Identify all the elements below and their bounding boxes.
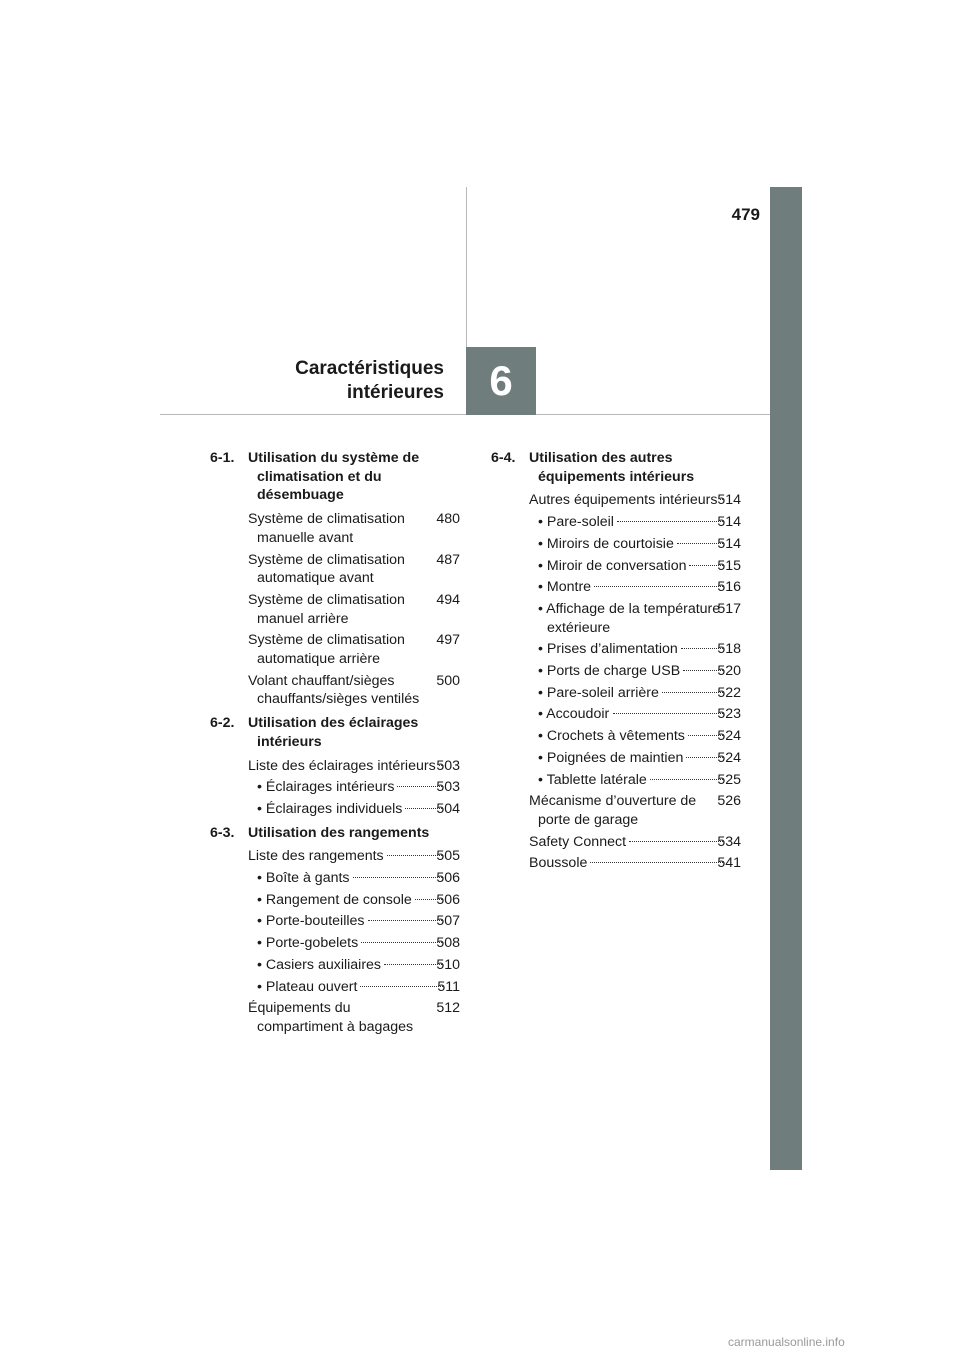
entry-text: • Pare-soleil: [538, 514, 614, 531]
toc-entry[interactable]: [248, 551, 460, 588]
entry-text: Liste des rangements: [248, 848, 384, 865]
chapter-title-line2: intérieures: [346, 382, 444, 403]
section-title: Utilisation du système de climatisation et du désembuage: [248, 450, 420, 504]
section-number: 6-1.: [210, 450, 235, 466]
entry-text: • Porte-gobelets: [257, 935, 359, 952]
dot-leader: [360, 986, 443, 987]
page-number: 479: [731, 205, 760, 224]
dot-leader: [617, 521, 723, 522]
toc-entry[interactable]: [529, 792, 741, 829]
toc-entry[interactable]: [248, 847, 460, 866]
toc-sub-entry[interactable]: [529, 600, 741, 637]
entry-page-number: 514: [717, 535, 741, 552]
entry-text: • Affichage de la température extérieure: [538, 600, 721, 636]
toc-section: [210, 449, 460, 709]
dot-leader: [689, 565, 723, 566]
dot-leader: [688, 735, 723, 736]
toc-sub-entry[interactable]: [529, 771, 741, 790]
entry-page-number: 515: [717, 557, 741, 574]
entry-text: • Rangement de console: [257, 891, 412, 908]
chapter-title-line1: Caractéristiques: [295, 358, 444, 379]
chapter-side-tab: [770, 187, 802, 1170]
toc-entry[interactable]: [529, 491, 741, 510]
toc-sub-entry[interactable]: [529, 727, 741, 746]
dot-leader: [387, 855, 443, 856]
toc-entry[interactable]: [248, 672, 460, 709]
entry-text: Système de climatisation manuel arrière: [248, 591, 405, 627]
dot-leader: [629, 841, 723, 842]
entry-text: • Éclairages intérieurs: [257, 779, 395, 796]
entry-page-number: 494: [436, 591, 460, 608]
section-number: 6-4.: [491, 450, 516, 466]
entry-text: • Miroir de conversation: [538, 557, 687, 574]
dot-leader: [353, 877, 443, 878]
entry-page-number: 520: [717, 663, 741, 680]
dot-leader: [613, 713, 723, 714]
dot-leader: [405, 808, 442, 809]
toc-entry[interactable]: [529, 854, 741, 873]
entry-page-number: 512: [436, 1000, 460, 1017]
toc-left-column: [210, 449, 460, 1042]
entry-text: • Casiers auxiliaires: [257, 956, 382, 973]
entry-page-number: 507: [436, 913, 460, 930]
toc-sub-entry[interactable]: [248, 956, 460, 975]
toc-sub-entry[interactable]: [248, 800, 460, 819]
toc-entry[interactable]: [248, 999, 460, 1036]
entry-page-number: 505: [436, 848, 460, 865]
toc-sub-entry[interactable]: [529, 557, 741, 576]
section-title: Utilisation des autres équipements intérieurs: [529, 450, 695, 485]
toc-entry[interactable]: [248, 631, 460, 668]
section-number: 6-2.: [210, 715, 235, 732]
watermark-footer: carmanualsonline.info: [728, 1335, 845, 1349]
dot-leader: [677, 543, 723, 544]
entry-text: • Accoudoir: [538, 706, 610, 723]
toc-sub-entry[interactable]: [529, 684, 741, 703]
toc-sub-entry[interactable]: [248, 978, 460, 997]
entry-page-number: 503: [436, 779, 460, 796]
entry-page-number: 522: [717, 684, 741, 701]
entry-text: Système de climatisation manuelle avant: [248, 511, 405, 546]
entry-text: Équipements du compartiment à bagages: [248, 1000, 414, 1035]
entry-text: • Tablette latérale: [538, 771, 647, 788]
entry-text: • Miroirs de courtoisie: [538, 535, 674, 552]
toc-entry[interactable]: [248, 757, 460, 776]
entry-page-number: 506: [436, 891, 460, 908]
entry-text: • Éclairages individuels: [257, 800, 403, 817]
toc-sub-entry[interactable]: [529, 705, 741, 724]
dot-leader: [662, 692, 723, 693]
entry-text: Liste des éclairages intérieurs: [248, 757, 436, 774]
entry-page-number: 525: [717, 771, 741, 788]
header-horizontal-divider: [160, 414, 770, 415]
entry-page-number: 497: [436, 632, 460, 649]
dot-leader: [683, 670, 723, 671]
entry-page-number: 523: [717, 706, 741, 723]
entry-page-number: 480: [436, 511, 460, 528]
toc-entry[interactable]: [248, 510, 460, 547]
dot-leader: [650, 779, 724, 780]
entry-text: • Montre: [538, 579, 592, 596]
entry-page-number: 506: [436, 870, 460, 887]
toc-section: [491, 449, 741, 873]
entry-page-number: 510: [436, 956, 460, 973]
entry-page-number: 514: [717, 514, 741, 531]
entry-text: Mécanisme d’ouverture de porte de garage: [529, 793, 697, 828]
entry-page-number: 534: [717, 833, 741, 850]
toc-section: [210, 824, 460, 1037]
entry-text: • Crochets à vêtements: [538, 728, 685, 745]
entry-page-number: 517: [717, 600, 741, 617]
entry-text: • Boîte à gants: [257, 870, 350, 887]
entry-text: Boussole: [529, 855, 588, 872]
toc-right-column: [491, 449, 741, 878]
entry-page-number: 541: [717, 855, 741, 872]
toc-entry[interactable]: [248, 591, 460, 628]
entry-page-number: 511: [437, 978, 460, 995]
entry-page-number: 487: [436, 551, 460, 568]
dot-leader: [415, 899, 443, 900]
entry-text: • Pare-soleil arrière: [538, 684, 659, 701]
section-number: 6-3.: [210, 824, 235, 841]
dot-leader: [439, 765, 443, 766]
entry-page-number: 508: [436, 935, 460, 952]
toc-sub-entry[interactable]: [529, 513, 741, 532]
toc-sub-entry[interactable]: [248, 778, 460, 797]
chapter-title: [250, 357, 444, 405]
entry-text: • Poignées de maintien: [538, 749, 684, 766]
entry-text: • Prises d’alimentation: [538, 641, 678, 658]
entry-text: Safety Connect: [529, 833, 627, 850]
toc-sub-entry[interactable]: [248, 891, 460, 910]
toc-sub-entry[interactable]: [529, 640, 741, 659]
header-vertical-divider: [466, 187, 467, 347]
toc-sub-entry[interactable]: [529, 749, 741, 768]
section-title: Utilisation des éclairages intérieurs: [248, 715, 419, 750]
toc-sub-entry[interactable]: [248, 912, 460, 931]
entry-text: Autres équipements intérieurs: [529, 492, 718, 509]
toc-sub-entry[interactable]: [248, 934, 460, 953]
entry-page-number: 503: [436, 757, 460, 774]
entry-page-number: 500: [436, 672, 460, 689]
dot-leader: [686, 757, 723, 758]
toc-entry[interactable]: [529, 833, 741, 852]
entry-page-number: 504: [436, 800, 460, 817]
entry-page-number: 524: [717, 749, 741, 766]
entry-text: • Plateau ouvert: [257, 978, 358, 995]
chapter-number-box: 6: [466, 347, 536, 415]
section-title: Utilisation des rangements: [248, 824, 430, 841]
entry-text: Système de climatisation automatique avant: [248, 551, 405, 587]
entry-text: • Ports de charge USB: [538, 663, 681, 680]
toc-sub-entry[interactable]: [529, 662, 741, 681]
dot-leader: [681, 648, 724, 649]
entry-page-number: 526: [717, 793, 741, 810]
dot-leader: [368, 920, 443, 921]
dot-leader: [720, 499, 723, 500]
dot-leader: [594, 586, 723, 587]
dot-leader: [361, 942, 442, 943]
entry-text: Volant chauffant/sièges chauffants/sièges ventilés: [248, 672, 420, 708]
entry-page-number: 518: [717, 641, 741, 658]
toc-section: [210, 714, 460, 819]
dot-leader: [384, 964, 442, 965]
entry-text: Système de climatisation automatique arrière: [248, 632, 405, 668]
dot-leader: [590, 862, 723, 863]
entry-page-number: 514: [717, 492, 741, 509]
entry-page-number: 516: [717, 579, 741, 596]
entry-page-number: 524: [717, 728, 741, 745]
toc-sub-entry[interactable]: [529, 535, 741, 554]
entry-text: • Porte-bouteilles: [257, 913, 365, 930]
toc-sub-entry[interactable]: [248, 869, 460, 888]
dot-leader: [397, 786, 442, 787]
toc-sub-entry[interactable]: [529, 578, 741, 597]
